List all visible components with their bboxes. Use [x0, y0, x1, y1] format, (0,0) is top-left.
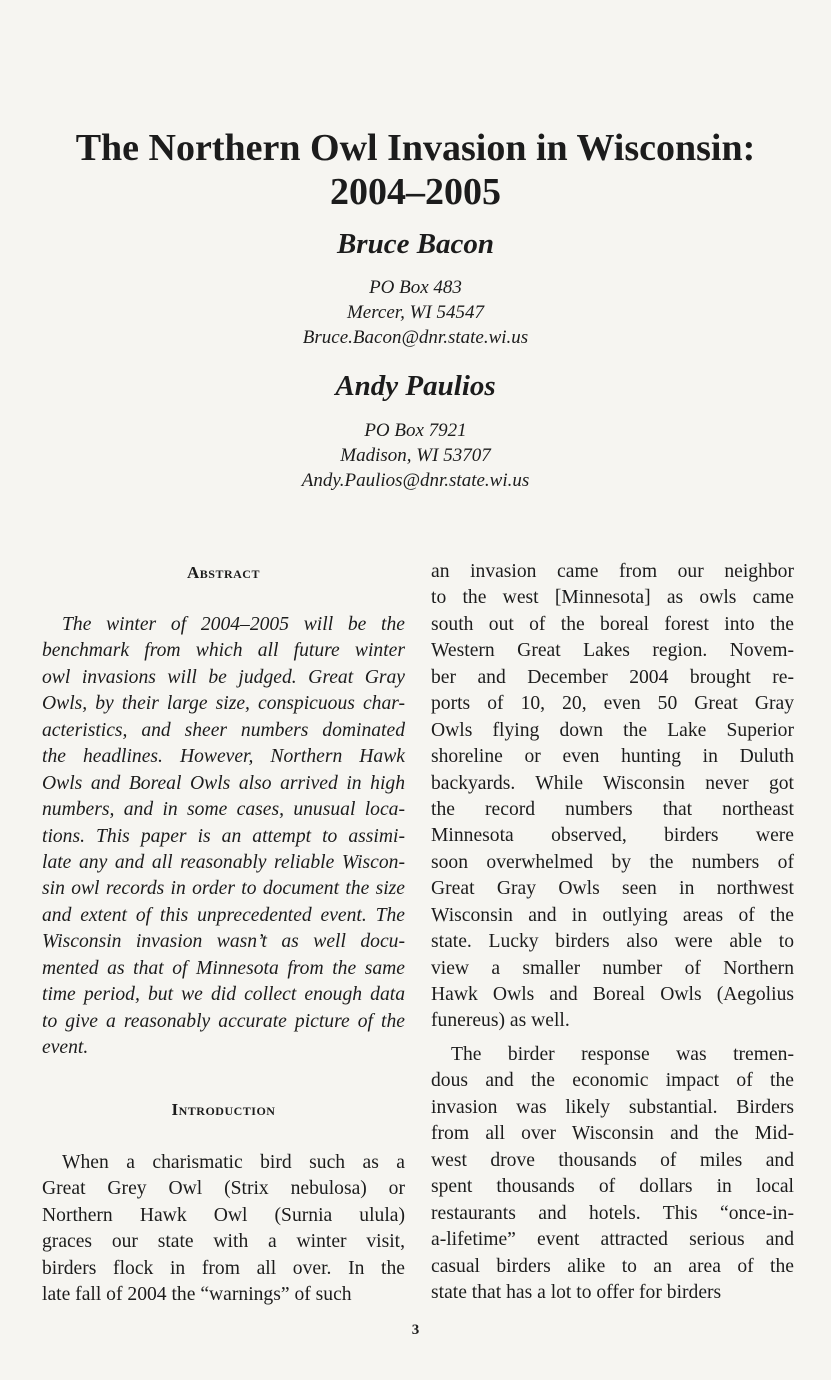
text-line: state that has a lot to offer for birders: [431, 1281, 722, 1303]
left-column: [42, 0, 405, 1380]
text-line: funereus) as well.: [431, 1010, 570, 1032]
text-line: the record numbers that northeast: [431, 798, 794, 820]
text-line: and extent of this unprecedented event. The: [42, 904, 405, 926]
text-line: an invasion came from our neighbor: [431, 561, 794, 582]
text-line: soon overwhelmed by the numbers of: [431, 851, 794, 873]
text-line: ber and December 2004 brought re-: [431, 666, 794, 688]
address-email: Andy.Paulios@dnr.state.wi.us: [301, 470, 530, 491]
text-line: late any and all reasonably reliable Wiscon-: [42, 851, 405, 873]
right-column: [431, 0, 794, 1380]
address-line: Mercer, WI 54547: [346, 302, 484, 323]
text-line: west drove thousands of miles and: [431, 1149, 794, 1171]
text-line: view a smaller number of Northern: [431, 957, 794, 979]
text-line: Great Grey Owl (Strix nebulosa) or: [42, 1178, 405, 1200]
author-name: Bruce Bacon: [336, 228, 495, 260]
address-line: Madison, WI 53707: [340, 445, 491, 466]
body-paragraph: [431, 559, 794, 1035]
text-line: Northern Hawk Owl (Surnia ulula): [42, 1204, 405, 1226]
author-name: Andy Paulios: [335, 370, 496, 402]
text-line: ports of 10, 20, even 50 Great Gray: [431, 693, 794, 715]
text-line: mented as that of Minnesota from the same: [42, 957, 405, 979]
text-line: tions. This paper is an attempt to assimi-: [42, 825, 405, 847]
text-line: Hawk Owls and Boreal Owls (Aegolius: [431, 984, 794, 1005]
text-line: south out of the boreal forest into the: [431, 613, 794, 635]
abstract-heading: Abstract: [187, 563, 260, 582]
text-line: event.: [42, 1037, 89, 1058]
text-line: The winter of 2004–2005 will be the: [62, 614, 405, 635]
text-line: Western Great Lakes region. Novem-: [431, 640, 794, 662]
introduction-text: [42, 1150, 405, 1309]
text-line: owl invasions will be judged. Great Gray: [42, 666, 405, 688]
text-line: to give a reasonably accurate picture of the: [42, 1010, 405, 1032]
text-line: birders flock in from all over. In the: [42, 1257, 405, 1279]
text-line: time period, but we did collect enough data: [42, 984, 405, 1006]
text-line: sin owl records in order to document the size: [42, 878, 405, 900]
text-line: Owls and Boreal Owls also arrived in high: [42, 772, 405, 794]
text-line: Wisconsin and in outlying areas of the: [431, 904, 794, 926]
text-line: graces our state with a winter visit,: [42, 1231, 405, 1253]
text-line: Owls flying down the Lake Superior: [431, 719, 794, 741]
text-line: restaurants and hotels. This “once-in-: [431, 1202, 794, 1224]
text-line: shoreline or even hunting in Duluth: [431, 746, 794, 768]
text-line: late fall of 2004 the “warnings” of such: [42, 1284, 352, 1306]
text-line: backyards. While Wisconsin never got: [431, 772, 794, 794]
address-line: PO Box 483: [369, 277, 462, 298]
text-line: state. Lucky birders also were able to: [431, 931, 794, 953]
text-line: Wisconsin invasion wasn’t as well docu-: [42, 931, 405, 953]
title-line: 2004–2005: [330, 171, 501, 213]
address-email: Bruce.Bacon@dnr.state.wi.us: [302, 327, 529, 348]
text-line: Great Gray Owls seen in northwest: [431, 878, 794, 900]
title-line: The Northern Owl Invasion in Wisconsin:: [75, 127, 756, 169]
address-line: PO Box 7921: [364, 420, 467, 441]
page-number: 3: [411, 1322, 420, 1338]
abstract-text: [42, 612, 405, 1061]
text-line: spent thousands of dollars in local: [431, 1176, 794, 1198]
text-line: dous and the economic impact of the: [431, 1070, 794, 1092]
text-line: Owls, by their large size, conspicuous char-: [42, 693, 405, 715]
text-line: to the west [Minnesota] as owls came: [431, 587, 794, 609]
text-line: When a charismatic bird such as a: [62, 1152, 405, 1173]
text-line: acteristics, and sheer numbers dominated: [42, 719, 405, 741]
text-line: invasion was likely substantial. Birders: [431, 1096, 794, 1118]
text-line: the headlines. However, Northern Hawk: [42, 746, 405, 768]
body-paragraph: [431, 1042, 794, 1306]
text-line: a-lifetime” event attracted serious and: [431, 1229, 794, 1251]
text-line: The birder response was tremen-: [451, 1044, 794, 1065]
text-line: Minnesota observed, birders were: [431, 825, 794, 847]
text-line: benchmark from which all future winter: [42, 640, 405, 662]
text-line: numbers, and in some cases, unusual loca-: [42, 799, 405, 821]
introduction-heading: Introduction: [171, 1100, 276, 1119]
text-line: from all over Wisconsin and the Mid-: [431, 1123, 794, 1145]
text-line: casual birders alike to an area of the: [431, 1255, 794, 1277]
